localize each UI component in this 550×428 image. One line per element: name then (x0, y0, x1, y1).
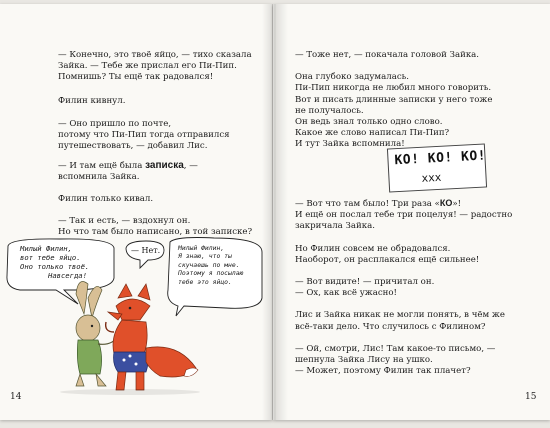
paragraph-4 (58, 160, 198, 183)
owl-bubble-text (20, 244, 89, 280)
text-line: — Может, поэтому Филин так плачет? (295, 366, 471, 377)
text-line: Пи-Пип никогда не любил много говорить. (295, 83, 492, 94)
fox-bubble-text (178, 244, 243, 286)
text-line: — Вот видите! — причитал он. (295, 277, 435, 288)
text-line: — Оно пришло по почте, (58, 119, 172, 129)
page-number-right: 15 (525, 392, 537, 402)
text-line (295, 61, 492, 72)
text-line: шепнула Зайка Лису на ушко. (295, 355, 433, 366)
text-line: Лис и Зайка никак не могли понять, в чём же (295, 310, 505, 321)
text-line: потому что Пи-Пип тогда отправился (58, 130, 230, 141)
bubble-line: скучаешь по мне. (178, 260, 240, 269)
text-line: Она глубоко задумалась. (295, 72, 410, 83)
bubble-line: вот тебе яйцо. (20, 253, 81, 262)
text-line: Он ведь знал только одно слово. (295, 117, 443, 128)
note-text: КО! КО! КО! (394, 148, 487, 169)
text-line: — Конечно, это твоё яйцо, — тихо сказала (58, 50, 252, 60)
text-line: Вот и писать длинные записки у него тоже (295, 94, 493, 105)
text-line: — Так и есть, — вздохнул он. (58, 216, 191, 226)
text-line: — Ох, как всё ужасно! (295, 288, 398, 299)
text-line (295, 266, 512, 277)
bubble-line: Я знаю, что ты (178, 252, 232, 261)
text-line: Какое же слово написал Пи-Пип? (295, 128, 450, 139)
text-line (295, 333, 512, 344)
text-line: И ещё он послал тебе три поцелуя! — радостно (295, 210, 513, 221)
right-page (273, 4, 550, 420)
no-bubble-text: — Нет. (131, 246, 161, 255)
hare-illustration (76, 282, 118, 386)
bubble-line: Милый Филин, (20, 244, 72, 253)
bubble-line: Поэтому я посылаю (178, 269, 244, 278)
ko-line (295, 198, 512, 210)
page-number-left: 14 (10, 392, 22, 402)
left-page (0, 4, 272, 420)
note-kisses: ххх (421, 170, 442, 185)
ko-note-card (387, 143, 487, 192)
text-line: — Ой, смотри, Лис! Там какое-то письмо, — (295, 343, 496, 354)
text-line: Но Филин совсем не обрадовался. (295, 243, 451, 254)
text-line: Филин только кивал. (58, 194, 154, 204)
bubble-line: Навсегда! (48, 271, 87, 280)
ko-word: КО (439, 198, 453, 208)
text-segment: — И там ещё была (58, 161, 146, 171)
paragraph-1 (58, 50, 252, 84)
paragraph-2 (58, 96, 125, 107)
text-line: всё-таки дело. Что случилось с Филином? (295, 321, 486, 332)
text-line (295, 299, 512, 310)
text-line: вспомнила Зайка. (58, 172, 140, 183)
text-segment: »! (452, 199, 462, 209)
text-segment: , — (183, 161, 198, 171)
text-line (295, 233, 512, 244)
bubble-line: Оно только твоё. (20, 262, 90, 271)
right-bottom-block (295, 198, 512, 377)
text-line: Помнишь? Ты ещё так радовался! (58, 72, 214, 83)
text-segment: — Вот что там было! Три раза « (295, 199, 440, 209)
zapiska-word: записка (145, 160, 184, 171)
text-line: Филин кивнул. (58, 96, 126, 106)
text-line: И тут Зайка вспомнила! (295, 139, 405, 150)
text-line: — Тоже нет, — покачала головой Зайка. (295, 50, 480, 60)
text-line: закричала Зайка. (295, 221, 375, 232)
bubble-line: тебе это яйцо. (178, 277, 232, 286)
right-top-block (295, 50, 492, 151)
text-line: Но что там было написано, в той записке? (58, 227, 253, 238)
paragraph-5 (58, 194, 153, 205)
text-line: не получалось. (295, 105, 364, 116)
text-line: путешествовать, — добавил Лис. (58, 141, 208, 152)
text-line: Наоборот, он расплакался ещё сильнее! (295, 254, 480, 265)
text-line (58, 160, 198, 172)
bubble-line: Милый Филин, (178, 244, 225, 252)
paragraph-3 (58, 119, 230, 153)
text-line: Зайка. — Тебе же прислал его Пи-Пип. (58, 61, 237, 72)
